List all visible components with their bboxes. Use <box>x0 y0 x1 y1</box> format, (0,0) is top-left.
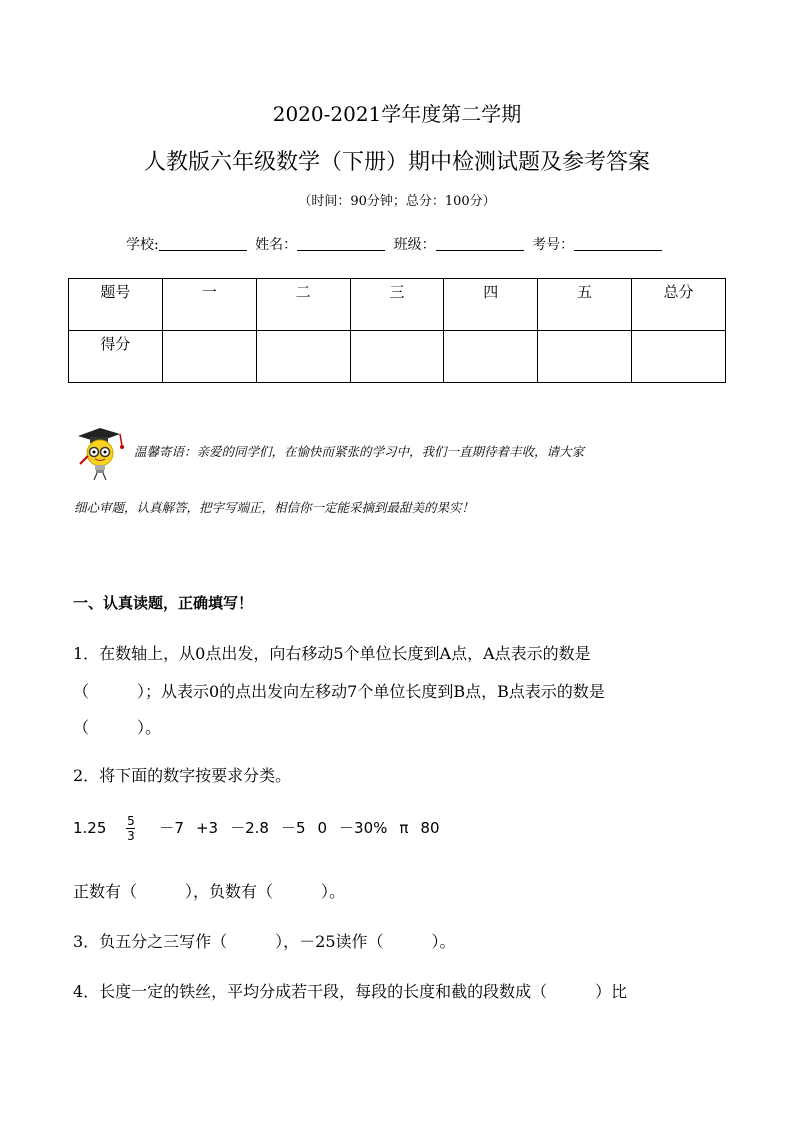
number-item: 80 <box>420 819 440 837</box>
score-cell[interactable] <box>538 331 632 383</box>
number-item: 0 <box>317 819 328 837</box>
score-cell[interactable] <box>162 331 256 383</box>
encouragement-text-line2: 细心审题，认真解答，把字写端正，相信你一定能采摘到最甜美的果实！ <box>74 500 475 515</box>
section-heading: 一、认真读题，正确填写！ <box>73 594 254 612</box>
question-3: 3．负五分之三写作（ ），－25读作（ ）。 <box>73 932 456 951</box>
score-table <box>68 278 726 383</box>
score-header-cell: 二 <box>256 279 350 331</box>
question-1-line2: （ ）；从表示0的点出发向左移动7个单位长度到B点，B点表示的数是 <box>73 682 605 701</box>
score-cell[interactable] <box>256 331 350 383</box>
number-item: 1.25 <box>73 819 107 837</box>
question-1-line1: 1．在数轴上，从0点出发，向右移动5个单位长度到A点，A点表示的数是 <box>73 644 591 663</box>
number-item: π <box>399 819 409 837</box>
exam-number-label: 考号： <box>532 237 575 253</box>
encouragement-text-line1: 温馨寄语：亲爱的同学们，在愉快而紧张的学习中，我们一直期待着丰收，请大家 <box>134 444 585 459</box>
score-header-cell: 题号 <box>69 279 163 331</box>
score-header-cell: 三 <box>350 279 444 331</box>
class-blank <box>436 236 524 251</box>
question-2-answer: 正数有（ ），负数有（ ）。 <box>73 882 346 901</box>
name-blank <box>297 236 385 251</box>
question-2-numbers <box>73 814 452 843</box>
number-item: －30% <box>339 819 388 837</box>
question-4: 4．长度一定的铁丝，平均分成若干段，每段的长度和截的段数成（ ）比 <box>73 982 628 1001</box>
student-info-row <box>126 234 666 254</box>
score-table-header-row <box>69 279 726 331</box>
name-label: 姓名： <box>255 237 298 253</box>
school-blank <box>159 236 247 251</box>
score-header-cell: 五 <box>538 279 632 331</box>
class-label: 班级： <box>393 237 436 253</box>
number-item: －7 <box>159 819 184 837</box>
score-header-cell: 总分 <box>632 279 726 331</box>
exam-title-line2: 人教版六年级数学（下册）期中检测试题及参考答案 <box>143 150 650 175</box>
fraction <box>126 814 147 843</box>
number-item: －2.8 <box>230 819 269 837</box>
number-item: －5 <box>280 819 306 837</box>
score-table-score-row <box>69 331 726 383</box>
lightbulb-mascot-icon <box>72 420 128 480</box>
question-1-line3: （ ）。 <box>73 718 162 737</box>
question-2: 2．将下面的数字按要求分类。 <box>73 766 292 785</box>
exam-subtitle: （时间：90分钟；总分：100分） <box>298 194 496 209</box>
score-cell[interactable] <box>350 331 444 383</box>
score-cell[interactable] <box>632 331 726 383</box>
school-label: 学校: <box>126 237 159 253</box>
fraction-denominator: 3 <box>127 829 135 843</box>
score-header-cell: 一 <box>162 279 256 331</box>
fraction-numerator: 5 <box>127 814 135 828</box>
exam-number-blank <box>574 236 662 251</box>
score-header-cell: 四 <box>444 279 538 331</box>
score-row-label: 得分 <box>69 331 163 383</box>
exam-title-line1: 2020-2021学年度第二学期 <box>272 102 522 126</box>
number-item: +3 <box>195 819 219 837</box>
score-cell[interactable] <box>444 331 538 383</box>
